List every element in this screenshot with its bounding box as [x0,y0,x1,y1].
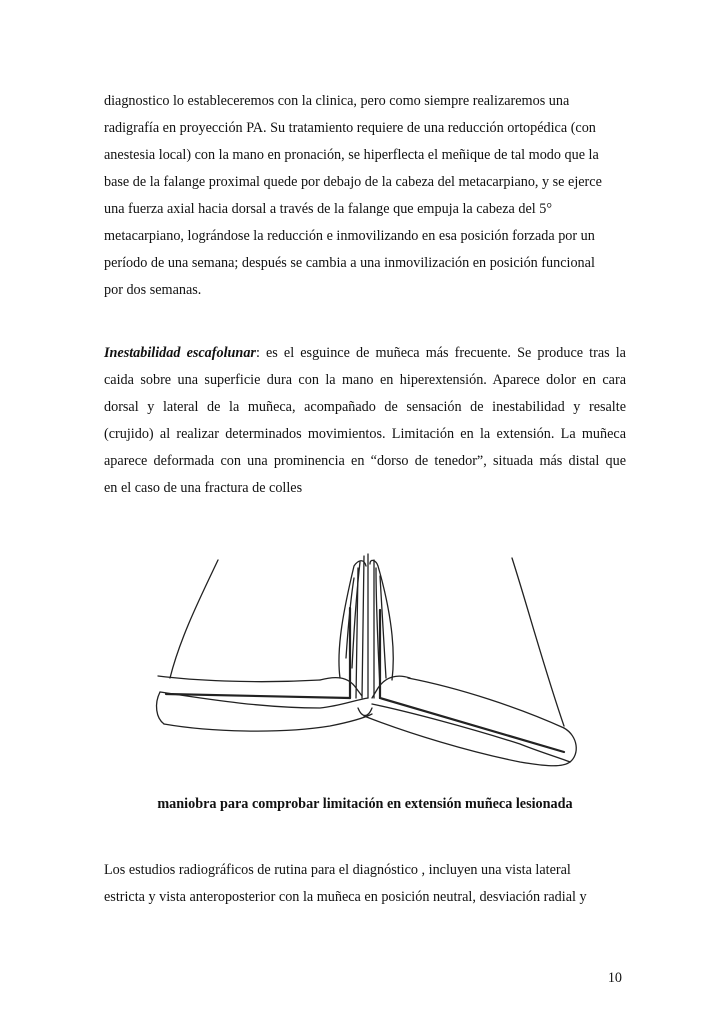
right-forearm-top-outline [408,678,564,728]
right-forearm-outline [372,704,570,762]
text-line: Los estudios radiográficos de rutina para el diagnóstico , incluyen una vista lateral [104,862,571,878]
wrist-extension-illustration [140,548,590,780]
text-line: período de una semana; después se cambia a una inmovilización en posición funcional [104,255,595,271]
text-line: una fuerza axial hacia dorsal a través de la falange que empuja la cabeza del 5° [104,201,553,217]
page-number: 10 [607,970,622,986]
text-line: diagnostico lo estableceremos con la clinica, pero como siempre realizaremos una [104,93,570,109]
right-forearm-axis-line [380,698,564,752]
text-line: caida sobre una superficie dura con la mano en hiperextensión. Aparece dolor en cara [104,372,626,388]
left-finger [352,562,360,668]
text-line: aparece deformada con una prominencia en “dorso de tenedor”, situada más distal que [104,453,626,469]
text-line: base de la falange proximal quede por debajo de la cabeza del metacarpiano, y se ejerce [104,174,602,190]
text-line: anestesia local) con la mano en pronación, se hiperflecta el meñique de tal modo que la [104,147,599,163]
left-upper-arm-outline [170,560,218,678]
text-line: dorsal y lateral de la muñeca, acompañado de sensación de inestabilidad y resalte [104,399,626,415]
text-line: (crujido) al realizar determinados movimientos. Limitación en la extensión. La muñeca [104,426,626,442]
text-line: radigrafía en proyección PA. Su tratamiento requiere de una reducción ortopédica (con [104,120,596,136]
text-line [104,344,626,362]
text-line: en el caso de una fractura de colles [104,480,303,496]
text-line: metacarpiano, lográndose la reducción e inmovilizando en esa posición forzada por un [104,228,595,244]
left-forearm-edge [157,692,164,724]
right-upper-arm-outline [512,558,564,726]
left-forearm-top-outline [158,676,320,682]
text-line: estricta y vista anteroposterior con la muñeca en posición neutral, desviación radial y [104,889,587,905]
text-run: : es el esguince de muñeca más frecuente. Se produce tras la [255,345,626,361]
right-forearm-edge [564,728,576,762]
left-finger [362,556,364,698]
text-line: por dos semanas. [104,282,202,298]
term-heading: Inestabilidad escafolunar [104,345,256,361]
right-wrist-outline [372,676,410,698]
figure-caption: maniobra para comprobar limitación en extensión muñeca lesionada [157,796,573,812]
left-forearm-bottom-outline [164,714,372,731]
